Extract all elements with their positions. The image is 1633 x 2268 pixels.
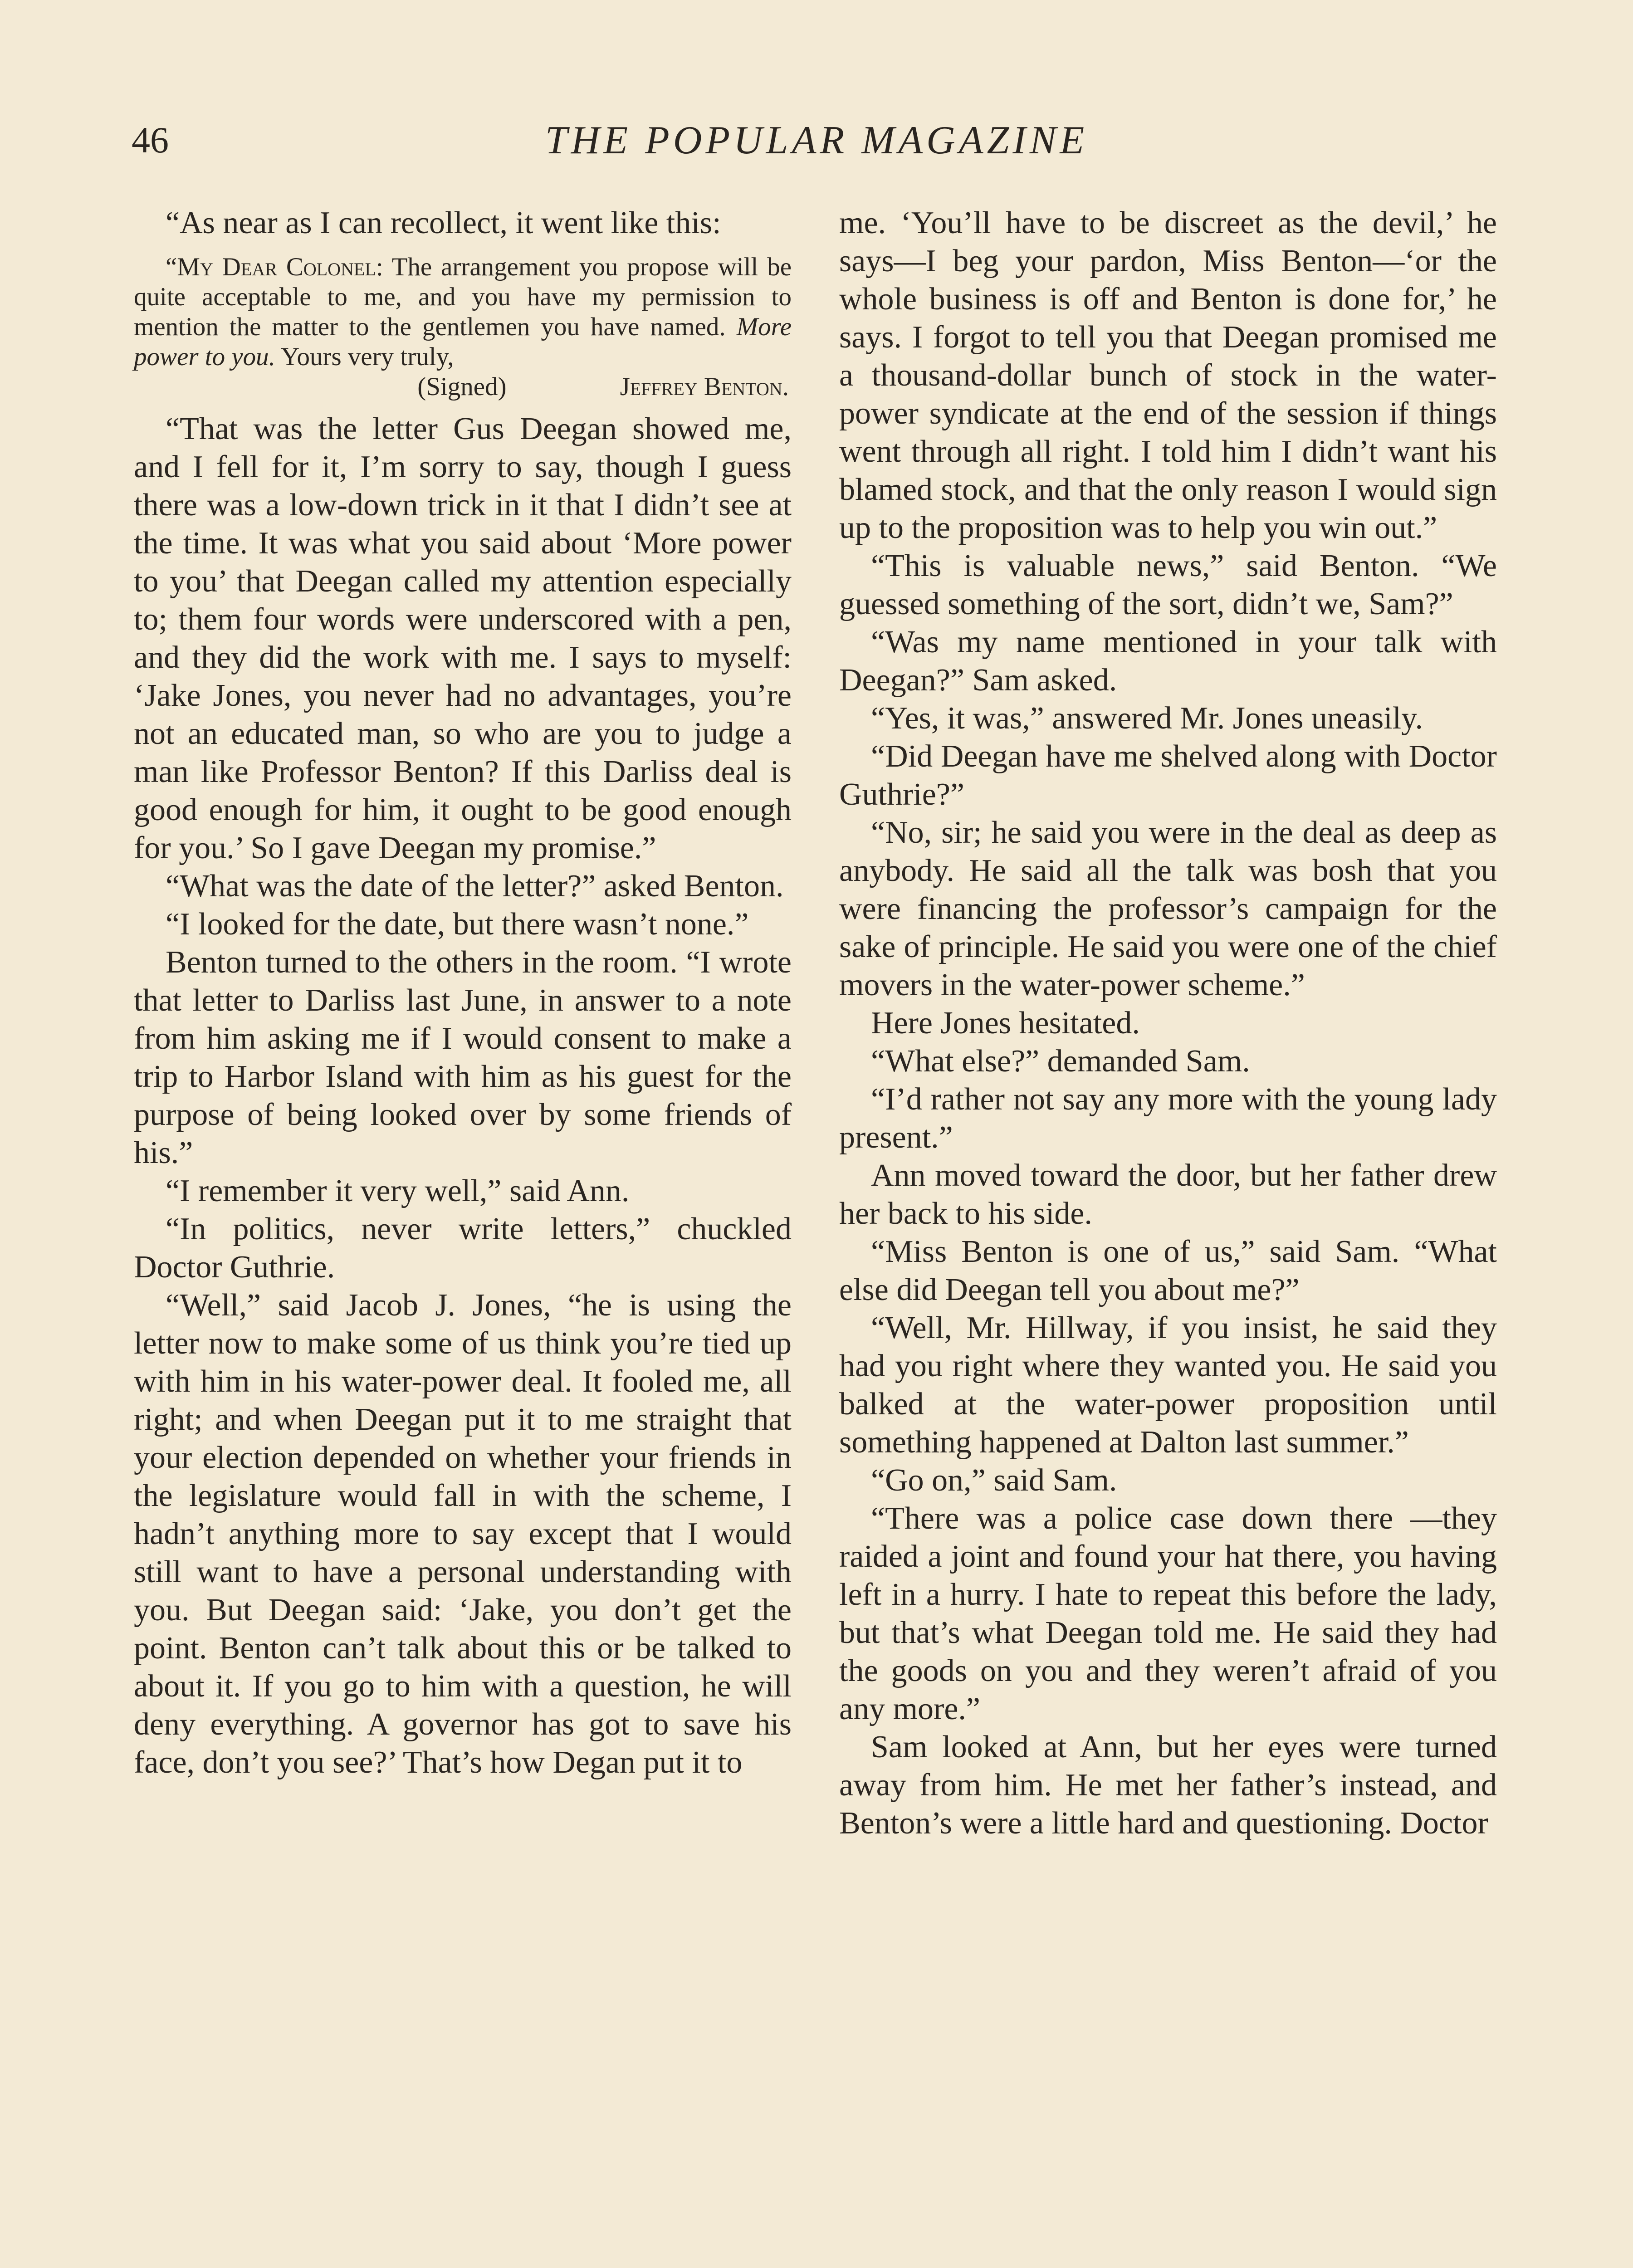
paragraph: “I remember it very well,” said Ann.	[166, 1173, 630, 1208]
paragraph: Benton turned to the others in the room. “I wrote that letter to Darliss last June, in answer to a note from him asking me if I would consent to make a trip to Harbor Island with him as his guest for the purpose of being looked over by some friends of his.”	[134, 945, 792, 1170]
paragraph: “That was the letter Gus Deegan showed me, and I fell for it, I’m sorry to say, though I guess there was a low-down trick in it that I didn’t see at the time. It was what you said about ‘More power to you’ that Deegan called my attention especially to; them four words were underscored with a pen, and they did the work with me. I says to myself: ‘Jake Jones, you never had no advantages, you’re not an educated man, so who are you to judge a man like Professor Benton? If this Darliss deal is good enough for him, it ought to be good enough for you.’ So I gave Deegan my promise.”	[134, 411, 792, 865]
paragraph: “What was the date of the letter?” asked Benton.	[166, 869, 784, 904]
paragraph: Ann moved toward the door, but her father drew her back to his side.	[839, 1158, 1497, 1231]
paragraph: “Well, Mr. Hillway, if you insist, he said they had you right where they wanted you. He said you balked at the water-power proposition until something happened at Dalton last summer.”	[839, 1310, 1497, 1460]
paragraph: “I looked for the date, but there wasn’t none.”	[166, 907, 749, 942]
paragraph: “There was a police case down there —they raided a joint and found your hat there, you having left in a hurry. I hate to repeat this before the lady, but that’s what Deegan told me. He said they had the goods on you and they weren’t afraid of you any more.”	[839, 1501, 1497, 1726]
paragraph: “What else?” demanded Sam.	[871, 1044, 1250, 1079]
paragraph: “As near as I can recollect, it went like this:	[166, 205, 721, 240]
paragraph: Sam looked at Ann, but her eyes were turned away from him. He met her father’s instead, and Benton’s were a little hard and questioning. Doctor	[839, 1730, 1497, 1841]
letter-salutation: “My Dear Colonel:	[166, 253, 383, 281]
paragraph: “Go on,” said Sam.	[871, 1463, 1117, 1498]
letter-body	[134, 252, 792, 372]
page-number: 46	[132, 119, 169, 161]
signed-label: (Signed)	[417, 372, 507, 401]
paragraph: “No, sir; he said you were in the deal as deep as anybody. He said all the talk was bosh that you were financing the professor’s campaign for the sake of principle. He said you were one of the chief movers in the water-power scheme.”	[839, 815, 1497, 1002]
quoted-letter	[134, 252, 792, 402]
paragraph: “Was my name mentioned in your talk with Deegan?” Sam asked.	[839, 625, 1497, 698]
paragraph: Here Jones hesitated.	[871, 1006, 1140, 1041]
paragraph: “In politics, never write letters,” chuckled Doctor Guthrie.	[134, 1212, 792, 1285]
letter-signature: Jeffrey Benton.	[620, 372, 789, 401]
letter-signature-line	[134, 372, 792, 402]
letter-emphasis: More power to you.	[134, 313, 792, 371]
paragraph: “Miss Benton is one of us,” said Sam. “What else did Deegan tell you about me?”	[839, 1234, 1497, 1307]
paragraph: “Did Deegan have me shelved along with Doctor Guthrie?”	[839, 739, 1497, 812]
paragraph: “Well,” said Jacob J. Jones, “he is using the letter now to make some of us think you’re tied up with him in his water-power deal. It fooled me, all right; and when Deegan put it to me straight that your election depended on whether your friends in the legislature would fall in with the scheme, I hadn’t anything more to say except that I would still want to have a personal understanding with you. But Deegan said: ‘Jake, you don’t get the point. Benton can’t talk about this or be talked to about it. If you go to him with a question, he will deny everything. A governor has got to save his face, don’t you see?’ That’s how Degan put it to	[134, 1288, 792, 1780]
letter-text: The arrangement you propose will be quite acceptable to me, and you have my permission to mention the matter to the gentlemen you have named.	[134, 253, 792, 341]
paragraph: “I’d rather not say any more with the young lady present.”	[839, 1082, 1497, 1155]
paragraph: me. ‘You’ll have to be discreet as the devil,’ he says—I beg your pardon, Miss Benton—‘or the whole business is off and Benton is done for,’ he says. I forgot to tell you that Deegan promised me a thousand-dollar bunch of stock in the water-power syndicate at the end of the session if things went through all right. I told him I didn’t want his blamed stock, and that the only reason I would sign up to the proposition was to help you win out.”	[839, 205, 1497, 545]
letter-closing: Yours very truly,	[281, 342, 454, 371]
paragraph: “Yes, it was,” answered Mr. Jones uneasily.	[871, 701, 1423, 736]
right-column	[839, 204, 1497, 1843]
running-head: THE POPULAR MAGAZINE	[545, 118, 1088, 162]
paragraph: “This is valuable news,” said Benton. “We guessed something of the sort, didn’t we, Sam?”	[839, 548, 1497, 621]
left-column	[134, 204, 792, 1782]
